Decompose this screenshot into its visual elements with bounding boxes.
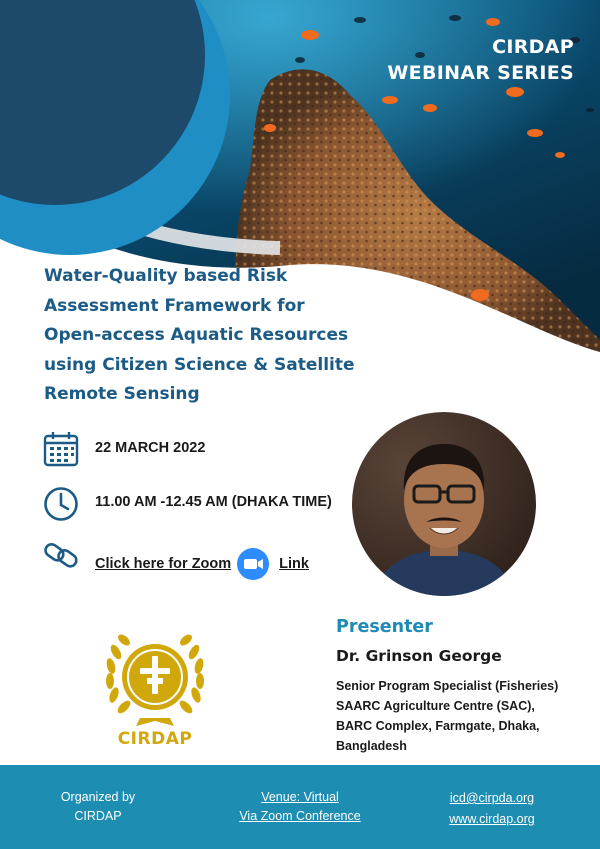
presenter-detail-line: SAARC Agriculture Centre (SAC),	[336, 699, 535, 713]
footer-organizer	[38, 788, 158, 826]
webinar-series-badge	[387, 34, 574, 86]
venue-line-2[interactable]: Via Zoom Conference	[239, 809, 361, 823]
series-line-2: WEBINAR SERIES	[387, 62, 574, 84]
zoom-link-text[interactable]: Click here for Zoom	[95, 556, 232, 572]
website-link[interactable]: www.cirdap.org	[449, 812, 535, 826]
footer-contact[interactable]	[424, 788, 560, 830]
clock-icon	[43, 486, 79, 522]
presenter-detail-line: Senior Program Specialist (Fisheries)	[336, 679, 559, 693]
event-time: 11.00 AM -12.45 AM (DHAKA TIME)	[95, 494, 332, 510]
presenter-name: Dr. Grinson George	[336, 647, 502, 665]
webinar-title	[44, 262, 404, 410]
series-line-1: CIRDAP	[492, 36, 574, 58]
venue-line-1[interactable]: Venue: Virtual	[261, 790, 339, 804]
title-line: Assessment Framework for	[44, 295, 305, 316]
title-line: Open-access Aquatic Resources	[44, 325, 349, 345]
cirdap-logo-text: CIRDAP	[117, 729, 193, 749]
footer-venue[interactable]	[218, 788, 382, 826]
title-line: Water-Quality based Risk	[44, 266, 288, 286]
cirdap-emblem	[102, 622, 208, 730]
title-line: using Citizen Science & Satellite	[44, 354, 355, 375]
presenter-detail-line: BARC Complex, Farmgate, Dhaka,	[336, 719, 540, 733]
email-link[interactable]: icd@cirpda.org	[449, 791, 535, 805]
event-date: 22 MARCH 2022	[95, 440, 206, 456]
organized-by-label: Organized by	[60, 790, 136, 804]
zoom-link[interactable]	[95, 548, 309, 580]
title-line: Remote Sensing	[44, 384, 200, 404]
zoom-link-label[interactable]: Link	[279, 556, 309, 572]
presenter-photo	[352, 412, 536, 596]
presenter-details	[336, 676, 586, 756]
presenter-heading: Presenter	[336, 617, 433, 637]
zoom-icon[interactable]	[237, 548, 269, 580]
calendar-icon	[43, 431, 79, 467]
presenter-detail-line: Bangladesh	[336, 739, 407, 753]
organized-by-value: CIRDAP	[74, 809, 122, 823]
link-icon	[43, 540, 79, 570]
